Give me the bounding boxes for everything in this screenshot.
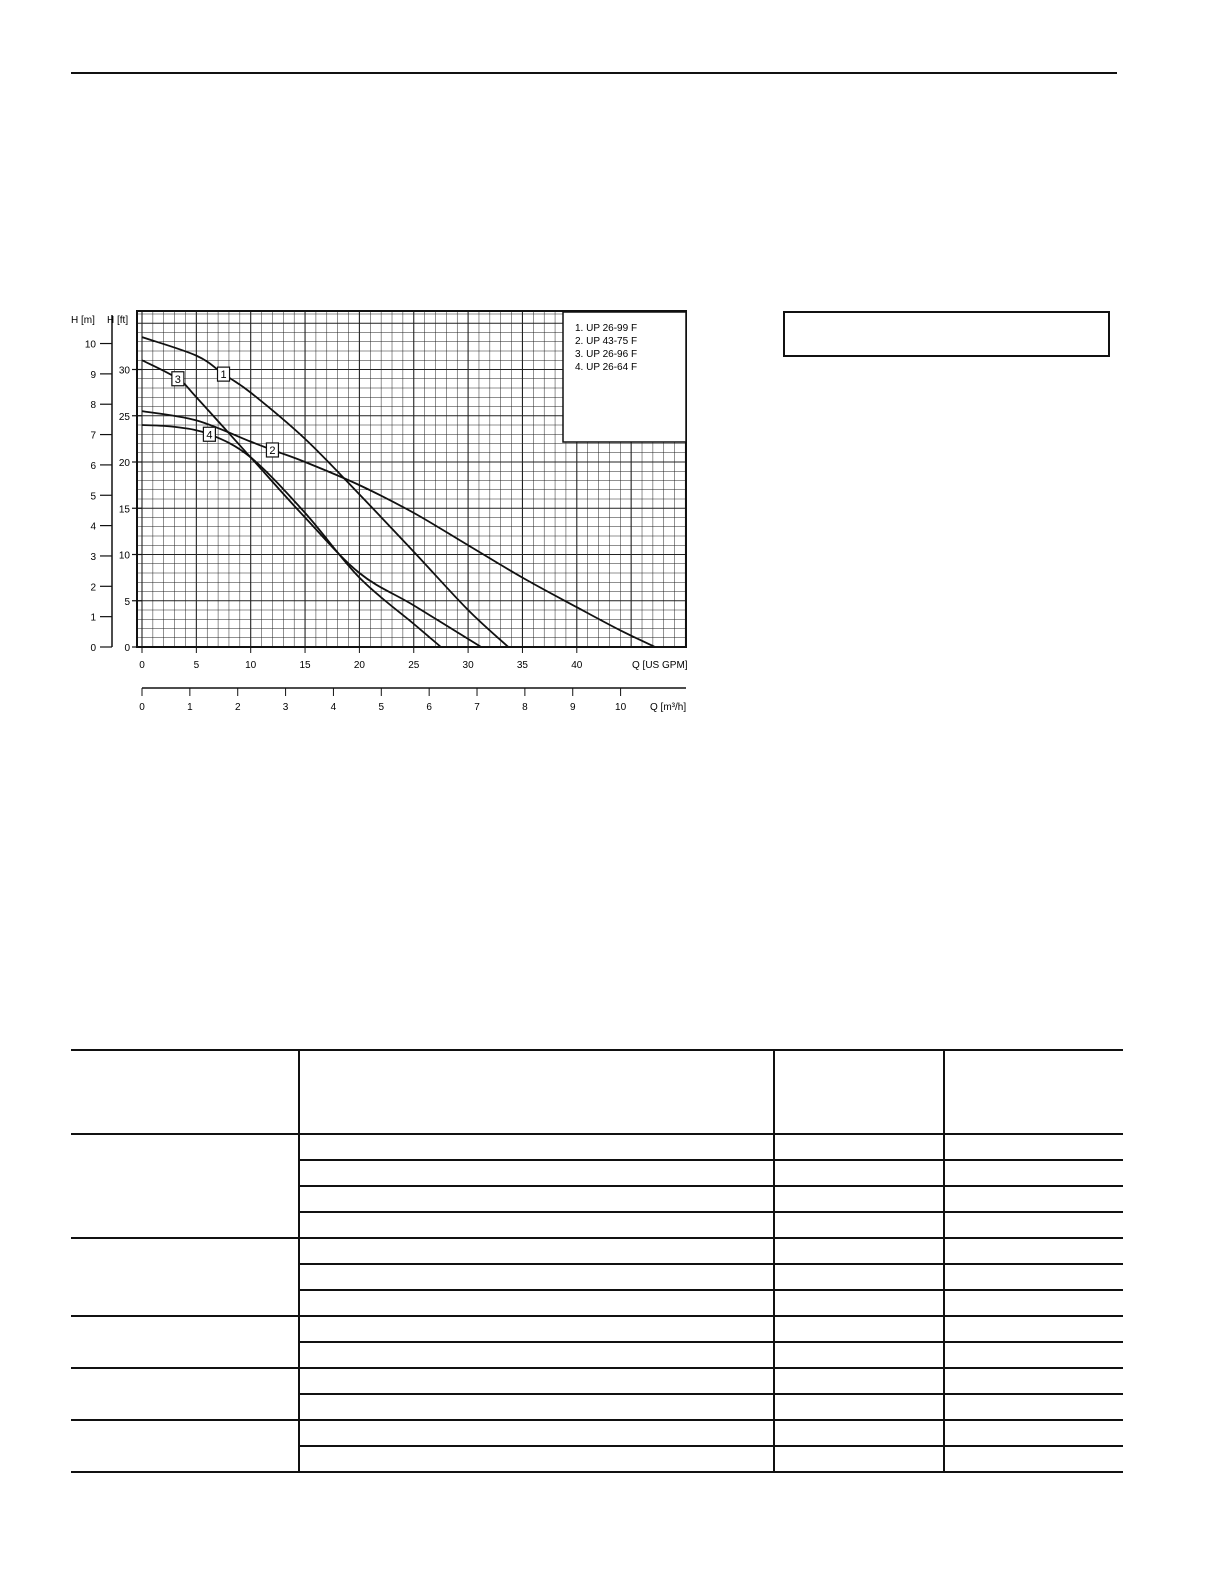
legend-entry-4: 4. UP 26-64 F: [575, 362, 638, 373]
table-cell: [299, 1342, 774, 1368]
x2-tick-label: 0: [139, 702, 145, 713]
legend-entry-3: 3. UP 26-96 F: [575, 349, 638, 360]
table-header-cell: [71, 1050, 299, 1134]
table-header-row: [71, 1050, 1123, 1134]
table-cell: [944, 1316, 1123, 1342]
x2-tick-label: 3: [282, 702, 289, 713]
x-tick-label: 40: [571, 660, 583, 671]
tick-labels: [85, 340, 627, 713]
x-tick-label: 10: [245, 660, 257, 671]
x-tick-label: 35: [516, 660, 529, 671]
x-tick-label: 0: [139, 660, 145, 671]
x2-tick-label: 9: [569, 702, 576, 713]
table-row: [71, 1420, 1123, 1446]
table-group-cell: [71, 1238, 299, 1316]
table-cell: [944, 1368, 1123, 1394]
y-ft-tick-label: 0: [124, 643, 130, 654]
table-group-cell: [71, 1420, 299, 1472]
table-row: [71, 1134, 1123, 1160]
table-group-cell: [71, 1316, 299, 1368]
table-header-cell: [774, 1050, 944, 1134]
y-m-tick-label: 9: [90, 369, 96, 381]
table-cell: [774, 1160, 944, 1186]
x-tick-label: 30: [462, 660, 474, 671]
legend-entry-2: 2. UP 43-75 F: [575, 336, 638, 347]
table-cell: [299, 1160, 774, 1186]
table-group-cell: [71, 1368, 299, 1420]
curve-3: [142, 360, 481, 647]
curve-marker-label-1: 1: [220, 369, 227, 382]
table-cell: [944, 1160, 1123, 1186]
table-cell: [944, 1238, 1123, 1264]
y-m-tick-label: 7: [90, 430, 96, 442]
x2-tick-label: 7: [474, 702, 480, 713]
table-cell: [944, 1290, 1123, 1316]
y-ft-tick-label: 10: [118, 550, 130, 562]
x2-tick-label: 2: [234, 702, 241, 713]
table-cell: [774, 1290, 944, 1316]
y-ft-tick-label: 30: [118, 365, 130, 377]
y-m-tick-label: 3: [90, 551, 96, 563]
table-cell: [944, 1212, 1123, 1238]
table-header-cell: [299, 1050, 774, 1134]
curve-marker-label-3: 3: [174, 373, 181, 386]
table-cell: [299, 1316, 774, 1342]
table-cell: [944, 1446, 1123, 1472]
x-tick-label: 20: [353, 660, 365, 671]
table-cell: [299, 1186, 774, 1212]
x2-tick-label: 8: [522, 702, 528, 713]
table-cell: [944, 1342, 1123, 1368]
x-tick-label: 25: [408, 660, 420, 671]
y-m-tick-label: 1: [90, 612, 96, 624]
table-cell: [774, 1212, 944, 1238]
table-cell: [774, 1134, 944, 1160]
y-m-tick-label: 6: [90, 460, 96, 472]
table-cell: [299, 1420, 774, 1446]
y-m-tick-label: 0: [90, 643, 96, 654]
table-row: [71, 1368, 1123, 1394]
table-cell: [299, 1394, 774, 1420]
table-group-cell: [71, 1134, 299, 1238]
x2-tick-label: 5: [378, 702, 385, 713]
table-cell: [774, 1264, 944, 1290]
table-cell: [774, 1394, 944, 1420]
table-cell: [299, 1446, 774, 1472]
y-ft-tick-label: 20: [118, 458, 130, 469]
y-m-tick-label: 8: [90, 400, 96, 412]
y-m-tick-label: 10: [84, 339, 96, 351]
table-cell: [774, 1420, 944, 1446]
y-m-tick-label: 5: [90, 491, 96, 503]
table-row: [71, 1238, 1123, 1264]
x2-axis-label: Q [m³/h]: [650, 702, 687, 713]
spec-table: [71, 1049, 1123, 1473]
table-cell: [299, 1368, 774, 1394]
y-m-axis-label: H [m]: [71, 315, 95, 326]
table-cell: [299, 1264, 774, 1290]
table-cell: [774, 1368, 944, 1394]
x-axis-label: Q [US GPM]: [632, 660, 688, 671]
side-box: [783, 311, 1110, 357]
table-cell: [944, 1264, 1123, 1290]
table-cell: [299, 1134, 774, 1160]
table-cell: [774, 1342, 944, 1368]
table-cell: [774, 1186, 944, 1212]
curve-marker-label-4: 4: [206, 429, 213, 442]
table-cell: [944, 1420, 1123, 1446]
table-cell: [944, 1134, 1123, 1160]
y-ft-axis-label: H [ft]: [107, 315, 129, 326]
y-m-tick-label: 2: [90, 582, 96, 594]
y-ft-tick-label: 25: [118, 411, 130, 423]
x2-tick-label: 1: [187, 702, 193, 713]
table-cell: [774, 1316, 944, 1342]
x2-tick-label: 4: [330, 702, 337, 713]
table-cell: [944, 1394, 1123, 1420]
table-header-cell: [944, 1050, 1123, 1134]
y-ft-tick-label: 15: [118, 504, 130, 516]
table-cell: [944, 1186, 1123, 1212]
x-tick-label: 15: [299, 660, 311, 671]
table-row: [71, 1316, 1123, 1342]
curve-marker-label-2: 2: [269, 444, 276, 457]
y-ft-tick-label: 5: [124, 596, 130, 608]
x2-tick-label: 6: [426, 702, 432, 713]
y-m-tick-label: 4: [90, 521, 96, 533]
pump-curve-chart: [0, 0, 1225, 760]
table-cell: [774, 1446, 944, 1472]
table-cell: [774, 1238, 944, 1264]
table-cell: [299, 1238, 774, 1264]
x2-tick-label: 10: [615, 702, 627, 713]
table-cell: [299, 1290, 774, 1316]
x-tick-label: 5: [193, 660, 200, 671]
legend-entry-1: 1. UP 26-99 F: [575, 323, 638, 334]
legend: [563, 312, 686, 442]
table-cell: [299, 1212, 774, 1238]
